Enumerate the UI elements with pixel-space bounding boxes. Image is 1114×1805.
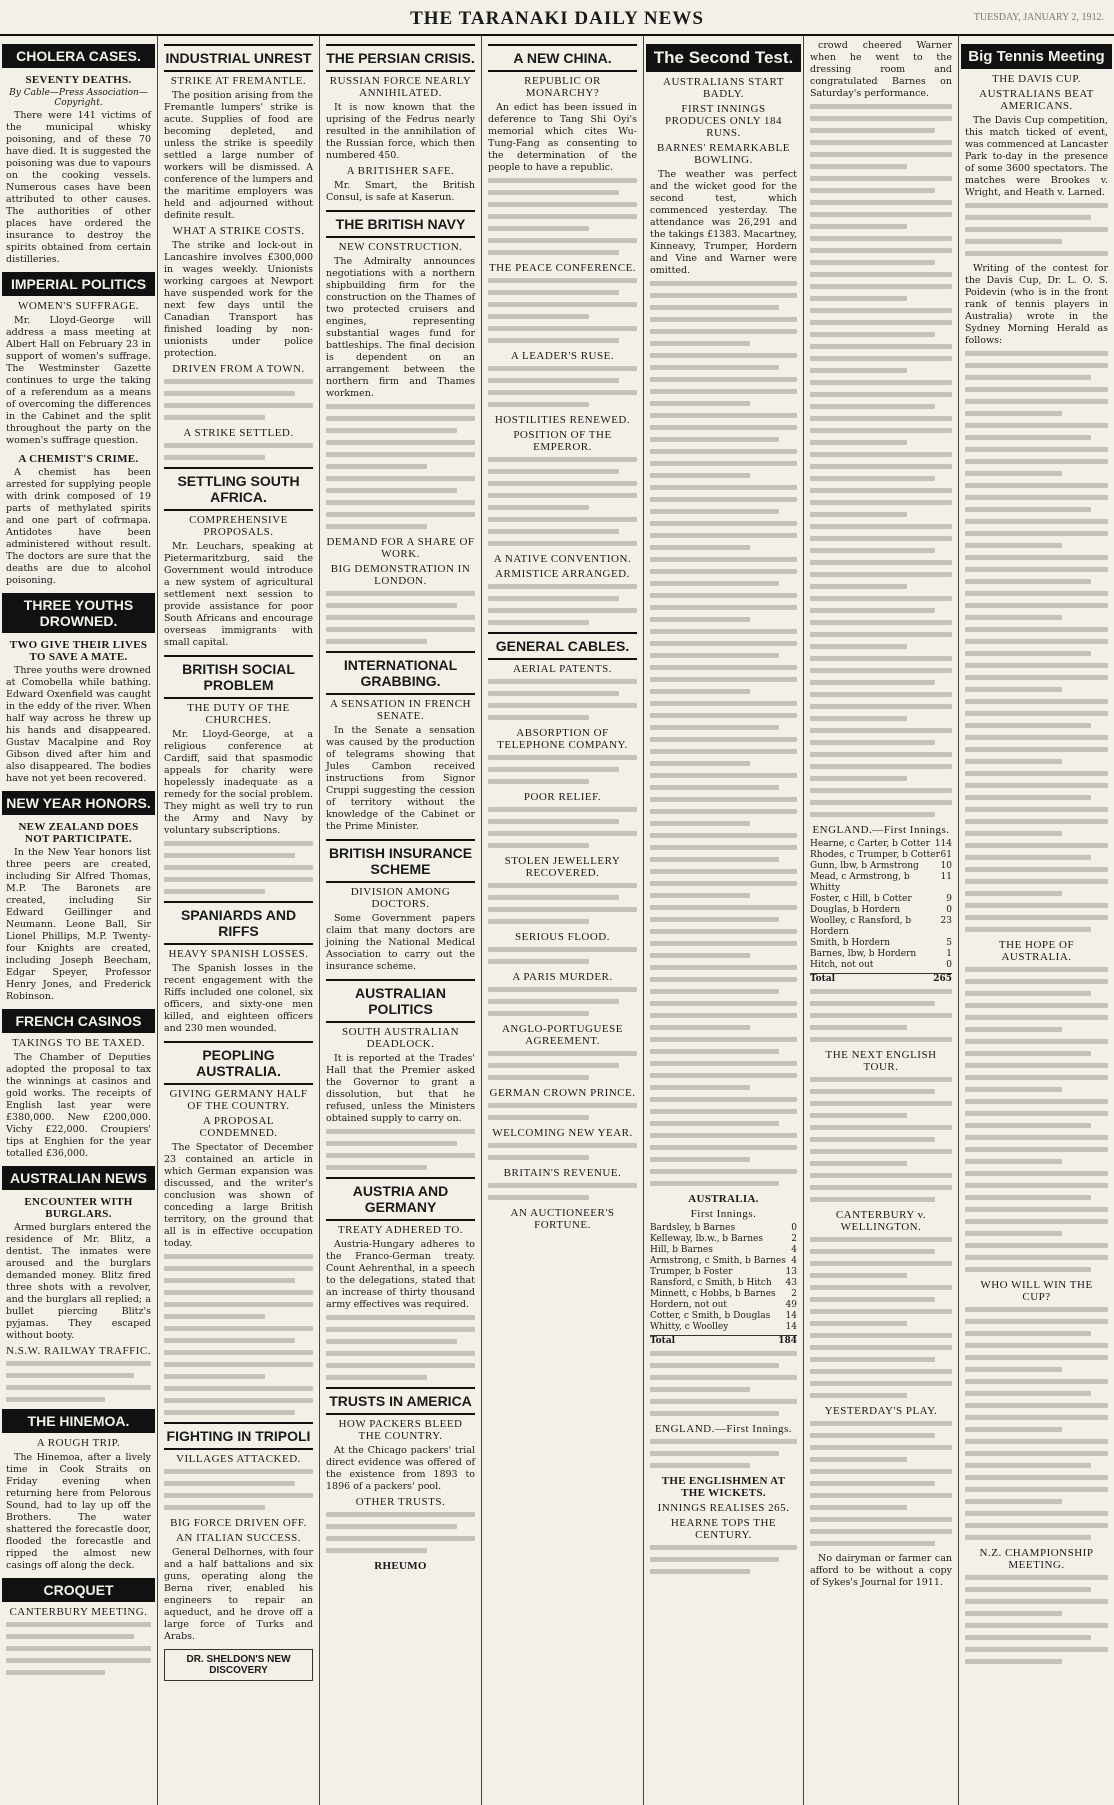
- subheading: First Innings.: [690, 1208, 757, 1220]
- runs-value: 4: [791, 1256, 797, 1266]
- subheading: AERIAL PATENTS.: [513, 663, 612, 675]
- subheading: ENCOUNTER WITH BURGLARS.: [24, 1196, 133, 1220]
- batsman-name: Bardsley, b Barnes: [650, 1223, 736, 1233]
- heading-big-tennis-meeting: Big Tennis Meeting: [961, 44, 1112, 69]
- runs-value: 0: [791, 1223, 797, 1233]
- article-body: Some Government papers claim that many doctors are joining the National Medical Association to carry out the insurance scheme.: [326, 913, 475, 972]
- article-body: Mr. Leuchars, speaking at Pietermaritzburg, said the Government would introduce a new system of agricultural settlement next session to provide assistance for poor South Africans and encourage overseas immigrants with small capital.: [164, 541, 313, 648]
- text-block: [810, 1421, 952, 1546]
- total-label: Total: [650, 1336, 676, 1346]
- subheading: TREATY ADHERED TO.: [337, 1224, 464, 1236]
- text-block: [488, 807, 637, 848]
- subheading: GERMAN CROWN PRINCE.: [489, 1087, 636, 1099]
- subheading: RHEUMO: [374, 1560, 427, 1572]
- subheading: TWO GIVE THEIR LIVES TO SAVE A MATE.: [9, 639, 148, 663]
- article-body: A chemist has been arrested for supplying people with drink composed of 19 parts of methylated spirits and one part of cofrmapa. Antidotes have been administered without result. The doctors are sure that the deaths are due to alcohol poisoning.: [6, 467, 151, 586]
- subheading: THE ENGLISHMEN AT THE WICKETS.: [661, 1475, 786, 1499]
- article-body: The strike and lock-out in Lancashire involves £300,000 in wages weekly. Unionists working cargoes at Newport have suspended work for the next few days until the Canadian Transport has finished loading by non-unionists under police protection.: [164, 240, 313, 359]
- heading-british-social-problem: BRITISH SOCIAL PROBLEM: [164, 655, 313, 699]
- masthead: [0, 0, 1114, 36]
- score-row: [650, 1223, 797, 1234]
- heading-british-insurance: BRITISH INSURANCE SCHEME: [326, 839, 475, 883]
- subheading: OTHER TRUSTS.: [355, 1496, 446, 1508]
- text-block: [488, 278, 637, 343]
- column-4: [482, 36, 644, 1805]
- text-block: [488, 457, 637, 546]
- subheading: WELCOMING NEW YEAR.: [492, 1127, 633, 1139]
- total-value: 265: [933, 974, 952, 984]
- subheading: THE HOPE OF AUSTRALIA.: [998, 939, 1075, 963]
- heading-industrial-unrest: INDUSTRIAL UNREST: [164, 44, 313, 72]
- heading-french-casinos: FRENCH CASINOS: [2, 1009, 155, 1033]
- subheading: HEAVY SPANISH LOSSES.: [168, 948, 309, 960]
- text-block: [326, 404, 475, 529]
- batsman-name: Hitch, not out: [810, 960, 874, 970]
- scoreboard-total: [810, 973, 952, 985]
- text-block: [164, 841, 313, 894]
- runs-value: 61: [940, 850, 952, 860]
- score-row: [650, 1245, 797, 1256]
- score-row: [650, 1267, 797, 1278]
- text-block: [488, 1103, 637, 1120]
- subheading: A PROPOSAL CONDEMNED.: [199, 1115, 278, 1139]
- score-row: [810, 905, 952, 916]
- heading-persian-crisis: THE PERSIAN CRISIS.: [326, 44, 475, 72]
- subheading: BIG FORCE DRIVEN OFF.: [170, 1517, 307, 1529]
- text-block: [488, 1143, 637, 1160]
- score-row: [650, 1289, 797, 1300]
- subheading: HEARNE TOPS THE CENTURY.: [670, 1517, 777, 1541]
- column-3: [320, 36, 482, 1805]
- text-block: [965, 967, 1108, 1272]
- text-block: [6, 1361, 151, 1402]
- batsman-name: Hill, b Barnes: [650, 1245, 713, 1255]
- batsman-name: Armstrong, c Smith, b Barnes: [650, 1256, 786, 1266]
- text-block: [810, 989, 952, 1042]
- batsman-name: Foster, c Hill, b Cotter: [810, 894, 912, 904]
- subheading: AN ITALIAN SUCCESS.: [175, 1532, 302, 1544]
- total-value: 184: [778, 1336, 797, 1346]
- subheading: WHO WILL WIN THE CUP?: [980, 1279, 1093, 1303]
- runs-value: 114: [934, 839, 952, 849]
- score-row: [810, 861, 952, 872]
- column-5: [644, 36, 804, 1805]
- subheading: HOW PACKERS BLEED THE COUNTRY.: [338, 1418, 463, 1442]
- heading-new-year-honors: NEW YEAR HONORS.: [2, 791, 155, 815]
- score-row: [810, 839, 952, 850]
- subheading: INNINGS REALISES 265.: [657, 1502, 790, 1514]
- heading-hinemoa: THE HINEMOA.: [2, 1409, 155, 1433]
- heading-general-cables: GENERAL CABLES.: [488, 632, 637, 660]
- scoreboard-total: [650, 1335, 797, 1347]
- runs-value: 13: [785, 1267, 797, 1277]
- runs-value: 10: [940, 861, 952, 871]
- subheading: TAKINGS TO BE TAXED.: [12, 1037, 145, 1049]
- article-body: Austria-Hungary adheres to the Franco-German treaty. Count Aehrenthal, in a speech to the delegations, stated that an increase of thirty thousand army effectives was required.: [326, 1239, 475, 1310]
- text-block: [164, 379, 313, 420]
- subheading: POOR RELIEF.: [523, 791, 602, 803]
- heading-imperial-politics: IMPERIAL POLITICS: [2, 272, 155, 296]
- issue-date: TUESDAY, JANUARY 2, 1912.: [973, 12, 1104, 23]
- subheading: A LEADER'S RUSE.: [510, 350, 615, 362]
- heading-international-grabbing: INTERNATIONAL GRABBING.: [326, 651, 475, 695]
- subheading: AN AUCTIONEER'S FORTUNE.: [510, 1207, 615, 1231]
- article-body: In the Senate a sensation was caused by the production of telegrams showing that Jules Cambon received instructions from Signor Cruppi suggesting the cession of territory without the knowledge of the Cabinet or the Prime Minister.: [326, 725, 475, 832]
- score-row: [810, 949, 952, 960]
- article-body: The Spectator of December 23 contained an article in which German expansion was discussed, and the writer's conclusion was shown of conceding a large British territory, on the ground that all is in effective occupation today.: [164, 1142, 313, 1249]
- subheading: VILLAGES ATTACKED.: [176, 1453, 301, 1465]
- runs-value: 43: [785, 1278, 797, 1288]
- subheading: STOLEN JEWELLERY RECOVERED.: [504, 855, 621, 879]
- text-block: [488, 584, 637, 625]
- text-block: [164, 443, 313, 460]
- batsman-name: Douglas, b Hordern: [810, 905, 901, 915]
- article-body: The Spanish losses in the recent engagement with the Riffs included one colonel, six officers, and sixty-one men killed, and eighteen officers and 230 men wounded.: [164, 963, 313, 1034]
- batsman-name: Smith, b Hordern: [810, 938, 891, 948]
- subheading: THE NEXT ENGLISH TOUR.: [825, 1049, 937, 1073]
- article-body: The weather was perfect and the wicket good for the second test, which commenced yesterday. The attendance was 26,291 and the takings £1383. Macartney, Kinneavy, Trumper, Hordern and Vine and Warner were omitted.: [650, 169, 797, 276]
- subheading: N.Z. CHAMPIONSHIP MEETING.: [979, 1547, 1094, 1571]
- subheading: REPUBLIC OR MONARCHY?: [524, 75, 601, 99]
- article-body: Writing of the contest for the Davis Cup, Dr. L. O. S. Poidevin (who is in the front rank of tennis players in Australia) wrote in the Sydney Morning Herald as follows:: [965, 263, 1108, 346]
- column-6: [804, 36, 959, 1805]
- subheading: A NATIVE CONVENTION.: [493, 553, 632, 565]
- subheading: WOMEN'S SUFFRAGE.: [17, 300, 140, 312]
- subheading: POSITION OF THE EMPEROR.: [513, 429, 612, 453]
- subheading: ENGLAND.—First Innings.: [654, 1423, 793, 1435]
- subheading: SERIOUS FLOOD.: [514, 931, 610, 943]
- score-row: [650, 1234, 797, 1245]
- heading-peopling-australia: PEOPLING AUSTRALIA.: [164, 1041, 313, 1085]
- subheading: A PARIS MURDER.: [512, 971, 613, 983]
- article-body: It is now known that the uprising of the Fedrus nearly resulted in the annihilation of the Russian force, which then numbered 450.: [326, 102, 475, 161]
- text-block: [650, 1545, 797, 1574]
- columns: [0, 36, 1114, 1805]
- score-row: [810, 960, 952, 971]
- heading-second-test: The Second Test.: [646, 44, 801, 72]
- scoreboard-australia: [650, 1223, 797, 1333]
- score-row: [810, 916, 952, 938]
- batsman-name: Kelleway, lb.w., b Barnes: [650, 1234, 763, 1244]
- article-body: Three youths were drowned at Comobella while bathing. Edward Oxenfield was caught in the eddy of the river. When half way across he threw up his hands and disappeared. Gustav Macalpine and Roy Gibson dived after him and also disappeared. The bodies have not yet been recovered.: [6, 665, 151, 784]
- text-block: [326, 1315, 475, 1380]
- score-row: [650, 1322, 797, 1333]
- text-block: [488, 178, 637, 255]
- subheading: HOSTILITIES RENEWED.: [494, 414, 631, 426]
- subheading: A STRIKE SETTLED.: [183, 427, 294, 439]
- subheading: DIVISION AMONG DOCTORS.: [350, 886, 451, 910]
- subheading: STRIKE AT FREMANTLE.: [170, 75, 307, 87]
- runs-value: 5: [946, 938, 952, 948]
- subheading: SOUTH AUSTRALIAN DEADLOCK.: [341, 1026, 460, 1050]
- score-row: [810, 938, 952, 949]
- text-block: [965, 1307, 1108, 1540]
- batsman-name: Barnes, lbw, b Hordern: [810, 949, 917, 959]
- text-block: [488, 679, 637, 720]
- subheading: DRIVEN FROM A TOWN.: [172, 363, 305, 375]
- score-row: [650, 1300, 797, 1311]
- runs-value: 1: [946, 949, 952, 959]
- batsman-name: Hordern, not out: [650, 1300, 728, 1310]
- subheading: ANGLO-PORTUGUESE AGREEMENT.: [501, 1023, 623, 1047]
- heading-austria-and-germany: AUSTRIA AND GERMANY: [326, 1177, 475, 1221]
- runs-value: 14: [785, 1322, 797, 1332]
- score-row: [650, 1278, 797, 1289]
- runs-value: 2: [791, 1289, 797, 1299]
- text-block: [488, 1051, 637, 1080]
- heading-spaniards-and-riffs: SPANIARDS AND RIFFS: [164, 901, 313, 945]
- heading-australian-news: AUSTRALIAN NEWS: [2, 1166, 155, 1190]
- text-block: [326, 1512, 475, 1553]
- subheading: ARMISTICE ARRANGED.: [495, 568, 630, 580]
- subheading: CANTERBURY v. WELLINGTON.: [835, 1209, 927, 1233]
- column-7: [959, 36, 1114, 1805]
- runs-value: 2: [791, 1234, 797, 1244]
- scoreboard-england: [810, 839, 952, 971]
- runs-value: 11: [940, 872, 952, 882]
- article-body: The Admiralty announces negotiations with a northern shipbuilding firm for the construction on the Thames of two protected cruisers and engines, representing substantial wages fund for battleships. The final decision is dependent on an arrangement between the northern firm and Thames workmen.: [326, 256, 475, 399]
- text-block: [488, 755, 637, 784]
- score-row: [650, 1256, 797, 1267]
- score-row: [810, 894, 952, 905]
- subheading: THE PEACE CONFERENCE.: [488, 262, 637, 274]
- column-2: [158, 36, 320, 1805]
- article-body: An edict has been issued in deference to Tang Shi Oyi's memorial which cites Wu-Tung-Fang as consenting to the determination of the people to have a republic.: [488, 102, 637, 173]
- text-block: [810, 104, 952, 817]
- score-row: [810, 850, 952, 861]
- text-block: [326, 591, 475, 644]
- text-block: [965, 1575, 1108, 1664]
- text-block: [488, 947, 637, 964]
- text-block: [164, 1254, 313, 1415]
- heading-british-navy: THE BRITISH NAVY: [326, 210, 475, 238]
- batsman-name: Gunn, lbw, b Armstrong: [810, 861, 919, 871]
- text-block: [164, 1469, 313, 1510]
- article-body: The Hinemoa, after a lively time in Cook Straits on Friday evening when returning here from Pelorous Sound, had to lay up off the Brothers. The water shattered the forecastle door, flooded the forecastle and ripped the almost new casings off along the deck.: [6, 1452, 151, 1571]
- scoreboard-title: AUSTRALIA.: [688, 1193, 759, 1205]
- runs-value: 9: [946, 894, 952, 904]
- article-body: In the New Year honors list three peers are created, including Sir Alfred Thomas, M.P. The Baronets are created, including Sir Edward Geillinger and Neumann. Leone Ball, Sir Lionel Phillips, M.P. Twenty-four Knights are created, including Joseph Beecham, Edgar Speyer, Professor Henry Jones, and Frederick Robinson.: [6, 847, 151, 1002]
- text-block: [488, 883, 637, 924]
- article-body: Mr. Lloyd-George will address a mass meeting at Albert Hall on February 23 in support of women's suffrage. The Westminster Gazette continues to urge the taking of a referendum as a means of overcoming the differences in the Cabinet and the split throughout the party on the women's suffrage question.: [6, 315, 151, 446]
- runs-value: 49: [785, 1300, 797, 1310]
- subheading: BIG DEMONSTRATION IN LONDON.: [330, 563, 471, 587]
- subheading: RUSSIAN FORCE NEARLY ANNIHILATED.: [329, 75, 472, 99]
- subheading: AUSTRALIANS BEAT AMERICANS.: [979, 88, 1094, 112]
- article-body: No dairyman or farmer can afford to be without a copy of Sykes's Journal for 1911.: [810, 1553, 952, 1588]
- heading-three-youths: THREE YOUTHS DROWNED.: [2, 593, 155, 633]
- subheading: AUSTRALIANS START BADLY.: [663, 76, 784, 100]
- subheading: THE DAVIS CUP.: [991, 73, 1081, 85]
- subheading: CANTERBURY MEETING.: [9, 1606, 148, 1618]
- article-body: At the Chicago packers' trial direct evidence was offered of the existence from 1893 to 1896 of a packers' pool.: [326, 1445, 475, 1492]
- subheading: COMPREHENSIVE PROPOSALS.: [189, 514, 288, 538]
- subheading: THE DUTY OF THE CHURCHES.: [187, 702, 290, 726]
- text-block: [650, 1351, 797, 1416]
- subheading: WHAT A STRIKE COSTS.: [172, 225, 305, 237]
- subheading: A SENSATION IN FRENCH SENATE.: [330, 698, 471, 722]
- batsman-name: Mead, c Armstrong, b Whitty: [810, 872, 910, 893]
- runs-value: 23: [940, 916, 952, 926]
- text-block: [810, 1237, 952, 1398]
- heading-australian-politics: AUSTRALIAN POLITICS: [326, 979, 475, 1023]
- batsman-name: Hearne, c Carter, b Cotter: [810, 839, 930, 849]
- subheading: SEVENTY DEATHS.: [25, 74, 132, 86]
- article-body: The Davis Cup competition, this match ticked of event, was commenced at Lancaster Park to-day in the presence of some 3600 spectators. The matches were Brookes v. Wright, and Heath v. Larned.: [965, 115, 1108, 198]
- article-body: Mr. Lloyd-George, at a religious conference at Cardiff, said that spasmodic appeals for charity were hopelessly inadequate as a remedy for the social problem. They might as well try to run the Army and Navy by voluntary subscriptions.: [164, 729, 313, 836]
- subheading: A CHEMIST'S CRIME.: [18, 453, 139, 465]
- text-block: [326, 1129, 475, 1170]
- text-block: [650, 1439, 797, 1468]
- heading-fighting-in-tripoli: FIGHTING IN TRIPOLI: [164, 1422, 313, 1450]
- article-body: General Delhornes, with four and a half battalions and six guns, operating along the Berna river, enabled his engineers to repair an aqueduct, and he drove off a large force of Turks and Arabs.: [164, 1547, 313, 1642]
- heading-croquet: CROQUET: [2, 1578, 155, 1602]
- text-block: [810, 1077, 952, 1202]
- subheading: NEW ZEALAND DOES NOT PARTICIPATE.: [18, 821, 139, 845]
- batsman-name: Woolley, c Ransford, b Hordern: [810, 916, 912, 937]
- text-block: [488, 987, 637, 1016]
- heading-new-china: A NEW CHINA.: [488, 44, 637, 72]
- runs-value: 14: [785, 1311, 797, 1321]
- runs-value: 4: [791, 1245, 797, 1255]
- advertisement: DR. SHELDON'S NEW DISCOVERY: [164, 1649, 313, 1681]
- article-body: The Chamber of Deputies adopted the proposal to tax the winnings at casinos and gold works. The receipts of English last year were £380,000. New £200,000. Vichy £22,000. Croupiers' tips at Enghien for the year totalled £36,000.: [6, 1052, 151, 1159]
- text-block: [965, 351, 1108, 932]
- byline: By Cable—Press Association—Copyright.: [9, 88, 148, 108]
- text-block: [488, 366, 637, 407]
- batsman-name: Whitty, c Woolley: [650, 1322, 729, 1332]
- runs-value: 0: [946, 905, 952, 915]
- text-block: [650, 281, 797, 1186]
- subheading: A BRITISHER SAFE.: [346, 165, 455, 177]
- runs-value: 0: [946, 960, 952, 970]
- scoreboard-title: ENGLAND.—First Innings.: [812, 824, 950, 836]
- article-body: Armed burglars entered the residence of Mr. Blitz, a dentist. The inmates were aroused and the burglars demanded money. Blitz fired three shots with a revolver, and the burglars all replied; a bullet piercing Blitz's pyjamas. They escaped without booty.: [6, 1222, 151, 1341]
- subheading: ABSORPTION OF TELEPHONE COMPANY.: [497, 727, 628, 751]
- text-block: [965, 203, 1108, 256]
- heading-trusts-in-america: TRUSTS IN AMERICA: [326, 1387, 475, 1415]
- subheading: YESTERDAY'S PLAY.: [824, 1405, 938, 1417]
- article-body: The position arising from the Fremantle lumpers' strike is acute. Supplies of food are becoming depleted, and unless the strike is speedily settled a large number of workers will be dismissed. A conference of the lumpers and the maritime employers was held and adjourned without definite result.: [164, 90, 313, 221]
- subheading: BARNES' REMARKABLE BOWLING.: [657, 142, 790, 166]
- batsman-name: Ransford, c Smith, b Hitch: [650, 1278, 772, 1288]
- subheading: A ROUGH TRIP.: [36, 1437, 121, 1449]
- subheading: BRITAIN'S REVENUE.: [503, 1167, 622, 1179]
- heading-cholera: CHOLERA CASES.: [2, 44, 155, 68]
- total-label: Total: [810, 974, 836, 984]
- article-body: It is reported at the Trades' Hall that the Premier asked the Governor to grant a dissolution, but that he refused, unless the Ministers obtained supply to carry on.: [326, 1053, 475, 1124]
- text-block: [6, 1622, 151, 1675]
- score-row: [650, 1311, 797, 1322]
- article-body: Mr. Smart, the British Consul, is safe at Kaserun.: [326, 180, 475, 203]
- batsman-name: Cotter, c Smith, b Douglas: [650, 1311, 771, 1321]
- newspaper-title: THE TARANAKI DAILY NEWS: [410, 8, 704, 29]
- batsman-name: Trumper, b Foster: [650, 1267, 733, 1277]
- batsman-name: Rhodes, c Trumper, b Cotter: [810, 850, 940, 860]
- score-row: [810, 872, 952, 894]
- subheading: GIVING GERMANY HALF OF THE COUNTRY.: [169, 1088, 308, 1112]
- subheading: NEW CONSTRUCTION.: [338, 241, 463, 253]
- batsman-name: Minnett, c Hobbs, b Barnes: [650, 1289, 776, 1299]
- column-1: [0, 36, 158, 1805]
- article-body: There were 141 victims of the municipal whisky poisoning, and of these 70 have died. It is suggested the poisoning was due to vapours on the cooking vessels. Numerous cases have been attributed to other causes. The authorities of other places have ordered the insurance to destroy the spirits obtained from certain distilleries.: [6, 110, 151, 265]
- subheading: N.S.W. RAILWAY TRAFFIC.: [6, 1345, 151, 1357]
- heading-settling-south-africa: SETTLING SOUTH AFRICA.: [164, 467, 313, 511]
- text-block: [488, 1183, 637, 1200]
- subheading: DEMAND FOR A SHARE OF WORK.: [326, 536, 475, 560]
- article-body: crowd cheered Warner when he went to the dressing room and congratulated Barnes on Saturday's performance.: [810, 40, 952, 99]
- subheading: FIRST INNINGS PRODUCES ONLY 184 RUNS.: [664, 103, 782, 139]
